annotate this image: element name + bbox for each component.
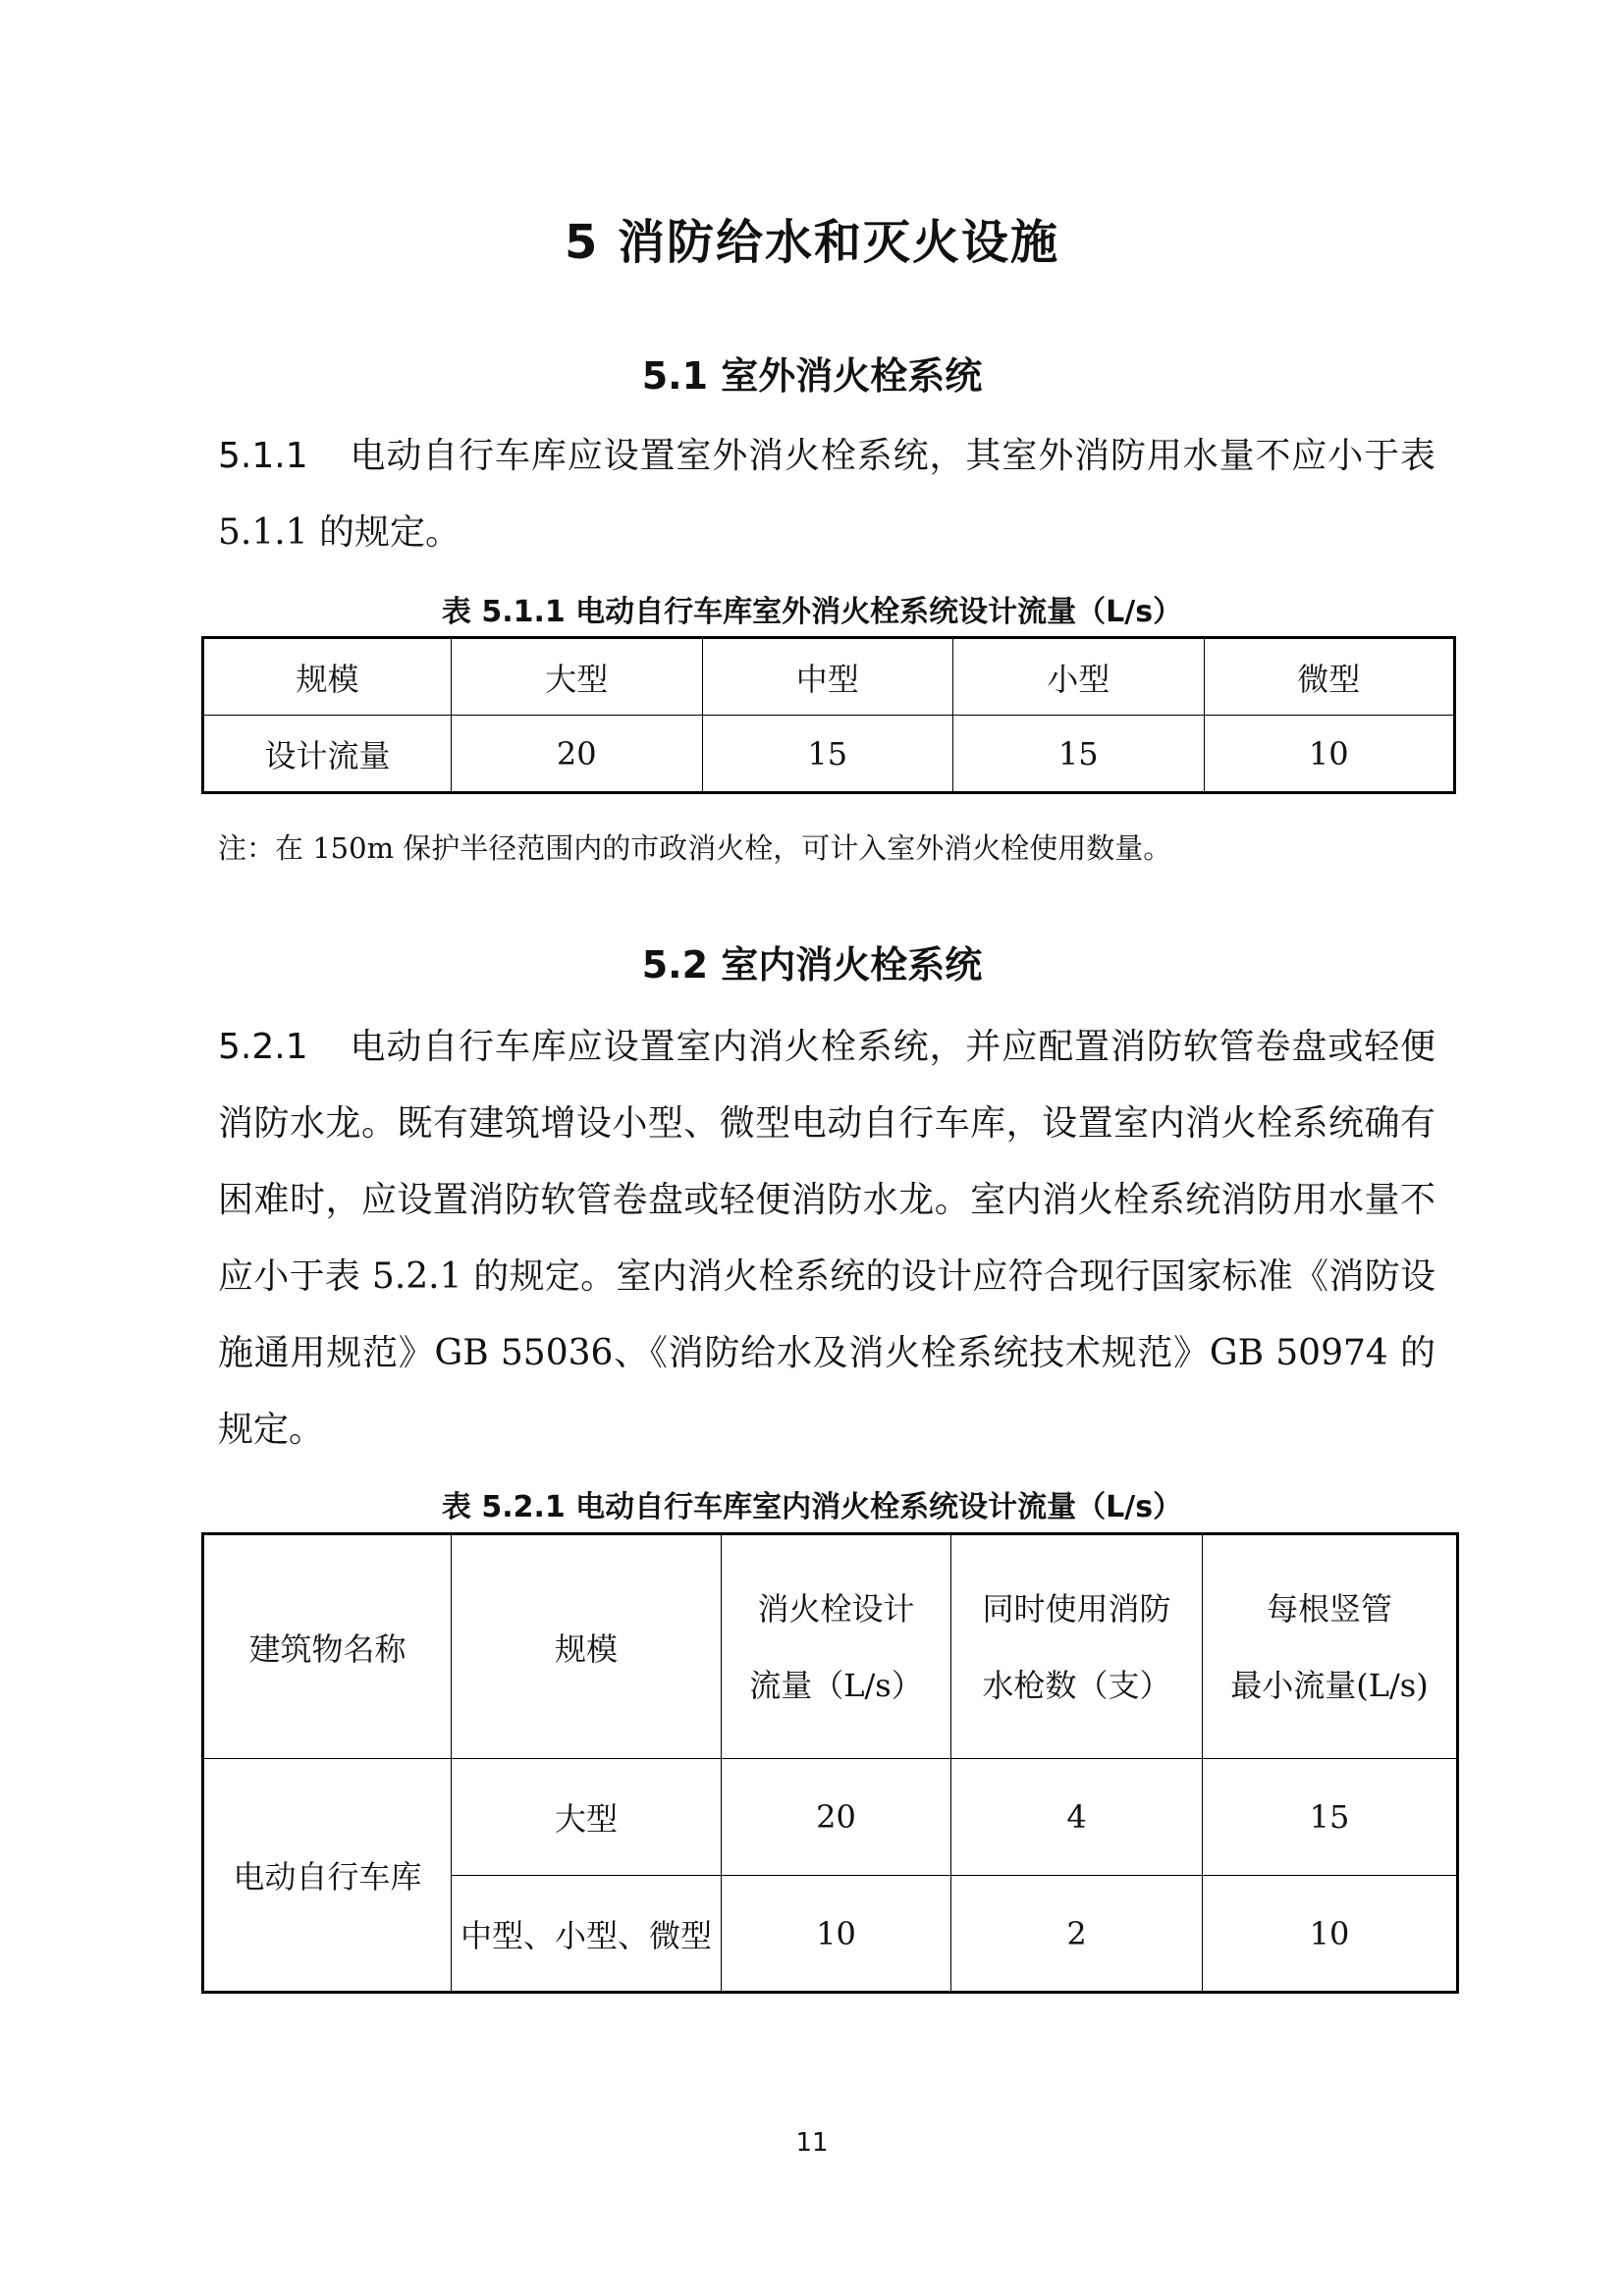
table-cell: 20 — [452, 716, 703, 793]
table-cell: 微型 — [1204, 638, 1455, 716]
table-5-2-1 — [201, 1532, 1459, 1994]
table-cell: 中型 — [702, 638, 953, 716]
table-cell: 大型 — [452, 638, 703, 716]
table-cell: 中型、小型、微型 — [452, 1876, 722, 1993]
table-cell: 4 — [951, 1759, 1203, 1876]
header-riser — [1203, 1534, 1458, 1759]
header-line: 同时使用消防 — [982, 1589, 1171, 1628]
table-caption-5-1-1: 表 5.1.1 电动自行车库室外消火栓系统设计流量（L/s） — [441, 595, 1183, 629]
header-flow — [722, 1534, 951, 1759]
table-cell: 10 — [1204, 716, 1455, 793]
table-caption-5-2-1: 表 5.2.1 电动自行车库室内消火栓系统设计流量（L/s） — [441, 1490, 1183, 1524]
table-cell: 10 — [1203, 1876, 1458, 1993]
header-building: 建筑物名称 — [203, 1534, 452, 1759]
table-5-1-1 — [201, 636, 1456, 794]
table-row — [203, 1759, 1458, 1876]
table-header-row — [203, 1534, 1458, 1759]
clause-number: 5.1.1 — [218, 436, 308, 476]
header-line: 水枪数（支） — [982, 1666, 1171, 1704]
clause-5-1-1 — [218, 418, 1435, 571]
header-guns — [951, 1534, 1203, 1759]
page-number: 11 — [795, 2128, 829, 2158]
header-scale: 规模 — [452, 1534, 722, 1759]
table-cell: 大型 — [452, 1759, 722, 1876]
table-cell: 规模 — [203, 638, 452, 716]
chapter-title: 5 消防给水和灭火设施 — [564, 215, 1060, 270]
table-cell: 15 — [953, 716, 1205, 793]
clause-text: 电动自行车库应设置室外消火栓系统，其室外消防用水量不应小于表 5.1.1 的规定。 — [218, 436, 1435, 553]
table-cell: 设计流量 — [203, 716, 452, 793]
header-line: 消火栓设计 — [757, 1589, 915, 1628]
clause-number: 5.2.1 — [218, 1027, 308, 1067]
header-line: 每根竖管 — [1266, 1589, 1392, 1628]
table-note: 注：在 150m 保护半径范围内的市政消火栓，可计入室外消火栓使用数量。 — [218, 831, 1172, 865]
clause-5-2-1 — [218, 1009, 1435, 1468]
table-cell: 2 — [951, 1876, 1203, 1993]
table-cell: 15 — [1203, 1759, 1458, 1876]
table-row — [203, 716, 1455, 793]
header-line: 流量（L/s） — [749, 1666, 923, 1704]
table-cell: 20 — [722, 1759, 951, 1876]
table-cell: 小型 — [953, 638, 1205, 716]
table-cell: 10 — [722, 1876, 951, 1993]
building-name-cell: 电动自行车库 — [203, 1759, 452, 1993]
section-title-5-2: 5.2 室内消火栓系统 — [641, 943, 983, 987]
section-title-5-1: 5.1 室外消火栓系统 — [641, 354, 983, 398]
header-line: 最小流量(L/s) — [1230, 1666, 1429, 1704]
table-cell: 15 — [702, 716, 953, 793]
clause-text: 电动自行车库应设置室内消火栓系统，并应配置消防软管卷盘或轻便消防水龙。既有建筑增设小型、微型电动自行车库，设置室内消火栓系统确有困难时，应设置消防软管卷盘或轻便消防水龙。室内消火栓系统消防用水量不应小于表 5.2.1 的规定。室内消火栓系统的设计应符合现行国家标准《消防设施通用规范》GB 55036、《消防给水及消火栓系统技术规范》GB 50974 的规定。 — [218, 1027, 1435, 1450]
table-header-row — [203, 638, 1455, 716]
